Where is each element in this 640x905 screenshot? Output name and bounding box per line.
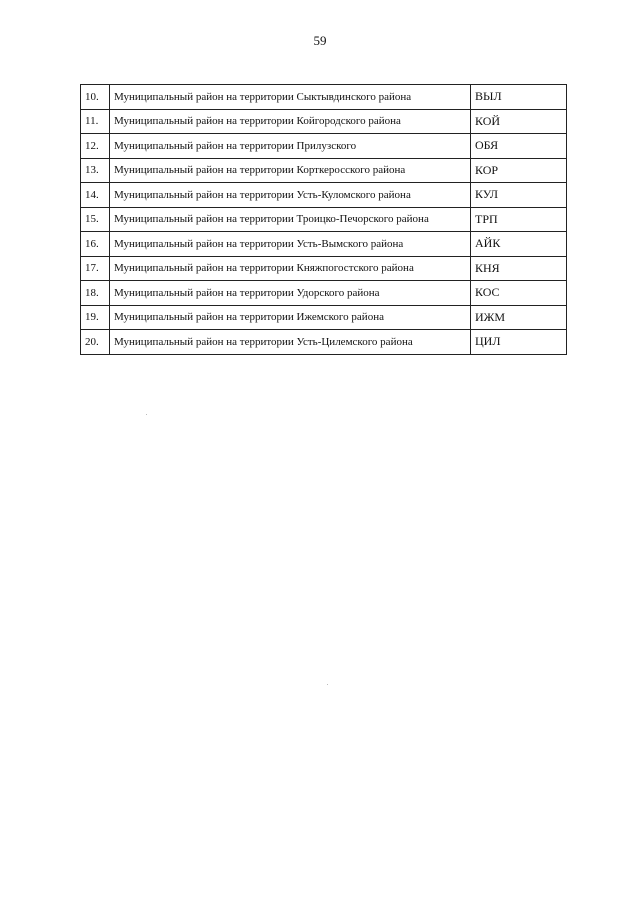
district-name: Муниципальный район на территории Троицко-Печорского района bbox=[110, 207, 471, 232]
table-row bbox=[81, 158, 567, 183]
district-name: Муниципальный район на территории Княжпогостского района bbox=[110, 256, 471, 281]
table-row bbox=[81, 134, 567, 159]
district-name: Муниципальный район на территории Прилузского bbox=[110, 134, 471, 159]
row-number: 14. bbox=[81, 183, 110, 208]
municipal-districts-table bbox=[80, 84, 567, 355]
row-number: 18. bbox=[81, 281, 110, 306]
district-code: КУЛ bbox=[471, 183, 567, 208]
district-code: ЦИЛ bbox=[471, 330, 567, 355]
table-row bbox=[81, 232, 567, 257]
row-number: 16. bbox=[81, 232, 110, 257]
district-name: Муниципальный район на территории Усть-Вымского района bbox=[110, 232, 471, 257]
row-number: 17. bbox=[81, 256, 110, 281]
district-code: КОР bbox=[471, 158, 567, 183]
table-row bbox=[81, 256, 567, 281]
row-number: 19. bbox=[81, 305, 110, 330]
table-row bbox=[81, 281, 567, 306]
district-code: КОС bbox=[471, 281, 567, 306]
district-code: ТРП bbox=[471, 207, 567, 232]
row-number: 11. bbox=[81, 109, 110, 134]
scan-speck bbox=[146, 414, 147, 415]
row-number: 15. bbox=[81, 207, 110, 232]
table-row bbox=[81, 109, 567, 134]
row-number: 10. bbox=[81, 85, 110, 110]
district-code: ВЫЛ bbox=[471, 85, 567, 110]
district-name: Муниципальный район на территории Сыктывдинского района bbox=[110, 85, 471, 110]
table-row bbox=[81, 183, 567, 208]
district-name: Муниципальный район на территории Койгородского района bbox=[110, 109, 471, 134]
table-row bbox=[81, 305, 567, 330]
district-name: Муниципальный район на территории Удорского района bbox=[110, 281, 471, 306]
table-row bbox=[81, 330, 567, 355]
scan-speck bbox=[327, 684, 328, 685]
district-code: КНЯ bbox=[471, 256, 567, 281]
table-row bbox=[81, 85, 567, 110]
page-number: 59 bbox=[313, 33, 327, 48]
district-code: ИЖМ bbox=[471, 305, 567, 330]
district-code: АЙК bbox=[471, 232, 567, 257]
district-name: Муниципальный район на территории Ижемского района bbox=[110, 305, 471, 330]
district-name: Муниципальный район на территории Усть-Куломского района bbox=[110, 183, 471, 208]
district-code: КОЙ bbox=[471, 109, 567, 134]
district-code: ОБЯ bbox=[471, 134, 567, 159]
row-number: 13. bbox=[81, 158, 110, 183]
district-name: Муниципальный район на территории Корткеросского района bbox=[110, 158, 471, 183]
row-number: 20. bbox=[81, 330, 110, 355]
table-row bbox=[81, 207, 567, 232]
district-name: Муниципальный район на территории Усть-Цилемского района bbox=[110, 330, 471, 355]
row-number: 12. bbox=[81, 134, 110, 159]
